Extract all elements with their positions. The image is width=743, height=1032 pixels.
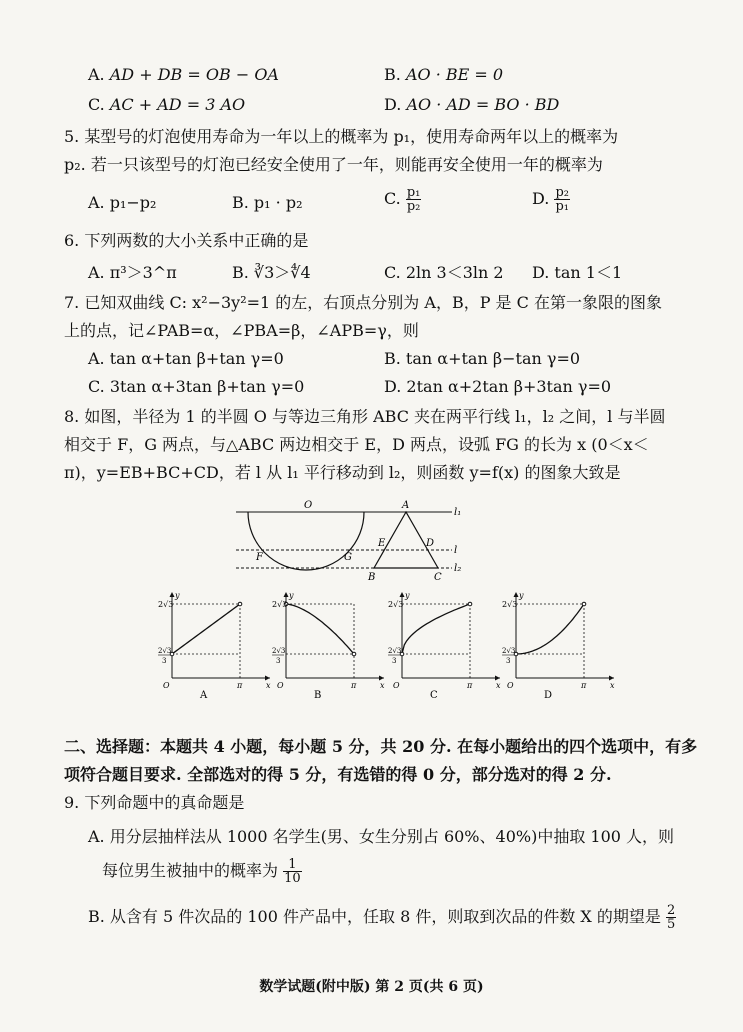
q5-option-d: D. $\frac{\text{p₂}}{\text{p₁}}$ [532, 185, 569, 214]
tick-label-mid-num: 2√3 [388, 647, 402, 655]
y-axis-label: y [519, 591, 524, 600]
q6-stem: 6. 下列两数的大小关系中正确的是 [64, 231, 309, 250]
q9-stem: 9. 下列命题中的真命题是 [64, 793, 245, 812]
x-axis-arrow [379, 676, 384, 681]
q8-line3: π)，y=EB+BC+CD，若 l 从 l₁ 平行移动到 l₂，则函数 y=f(x) 的图象大致是 [64, 463, 621, 482]
y-axis-label: y [405, 591, 410, 600]
q8-line1: 8. 如图，半径为 1 的半圆 O 与等边三角形 ABC 夹在两平行线 l₁，l₂ 之间，l 与半圆 [64, 407, 666, 426]
graph-caption: D [544, 690, 553, 700]
q7-option-a: A. tan α+tan β+tan γ=0 [88, 349, 284, 368]
q6-option-b: B. ∛3＞∜4 [232, 263, 311, 282]
y-axis-arrow [170, 592, 175, 597]
tick-label-mid-den: 3 [392, 657, 397, 665]
tick-label-mid-num: 2√3 [158, 647, 172, 655]
page-footer: 数学试题(附中版) 第 2 页(共 6 页) [259, 979, 484, 995]
q4-option-b-text: AO · BE = 0 [405, 65, 504, 84]
section2-line1: 二、选择题：本题共 4 小题，每小题 5 分，共 20 分. 在每小题给出的四个选项中，有多 [64, 737, 698, 756]
q5-option-a: A. p₁−p₂ [88, 193, 157, 212]
graph-caption: B [314, 690, 322, 700]
end-point [582, 602, 586, 606]
function-curve [402, 604, 470, 654]
function-curve [516, 604, 584, 654]
tick-label-top: 2√3 [158, 600, 174, 609]
tick-label-mid-den: 3 [162, 657, 167, 665]
label-l: l [454, 545, 458, 556]
origin-label: O [277, 681, 284, 690]
function-curve [172, 604, 240, 654]
q8-geometry-figure [236, 498, 472, 584]
label-l1: l₁ [454, 507, 462, 518]
pi-label: π [237, 681, 243, 690]
tick-label-top: 2√3 [388, 600, 404, 609]
q9-option-a-line2: 每位男生被抽中的概率为 $\frac{1}{10}$ [102, 857, 301, 886]
section2-line2: 项符合题目要求. 全部选对的得 5 分，有选错的得 0 分，部分选对的得 2 分. [64, 765, 612, 784]
q7-option-c: C. 3tan α+3tan β+tan γ=0 [88, 377, 305, 396]
q6-option-a: A. π³＞3^π [88, 263, 177, 282]
label-c: C [434, 572, 442, 583]
q6-option-c: C. 2ln 3＜3ln 2 [384, 263, 504, 282]
y-axis-label: y [175, 591, 180, 600]
pi-label: π [467, 681, 473, 690]
q5-option-b: B. p₁ · p₂ [232, 193, 303, 212]
q4-option-c-text: AC + AD = 3 AO [109, 95, 246, 114]
graph-c [386, 590, 506, 700]
x-axis-arrow [609, 676, 614, 681]
tick-label-mid-num: 2√3 [502, 647, 516, 655]
label-g: G [344, 552, 352, 563]
label-e: E [378, 538, 386, 549]
label-a: A [402, 500, 410, 511]
x-axis-label: x [266, 681, 271, 690]
graph-a [156, 590, 276, 700]
q9-option-b: B. 从含有 5 件次品的 100 件产品中，任取 8 件，则取到次品的件数 X 的期望是 $\frac{2}{5}$ [88, 903, 676, 932]
q4-option-b: B. AO · BE = 0 [384, 65, 504, 84]
x-axis-label: x [380, 681, 385, 690]
q4-option-d-text: AO · AD = BO · BD [406, 95, 560, 114]
q7-option-b: B. tan α+tan β−tan γ=0 [384, 349, 581, 368]
label-d: D [426, 538, 435, 549]
tick-label-top: 2√3 [272, 600, 288, 609]
q4-option-c: C. AC + AD = 3 AO [88, 95, 246, 114]
q5-option-c: C. $\frac{\text{p₁}}{\text{p₂}}$ [384, 185, 421, 214]
q5-line1: 5. 某型号的灯泡使用寿命为一年以上的概率为 p₁，使用寿命两年以上的概率为 [64, 127, 619, 146]
y-axis-arrow [284, 592, 289, 597]
graph-d [500, 590, 620, 700]
label-f: F [256, 552, 263, 563]
q4-option-a: A. AD + DB = OB − OA [88, 65, 279, 84]
end-point [238, 602, 242, 606]
q4-option-a-text: AD + DB = OB − OA [109, 65, 279, 84]
end-point [468, 602, 472, 606]
q4-option-d: D. AO · AD = BO · BD [384, 95, 560, 114]
pi-label: π [351, 681, 357, 690]
x-axis-label: x [496, 681, 501, 690]
q8-line2: 相交于 F，G 两点，与△ABC 两边相交于 E，D 两点，设弧 FG 的长为 x (0＜x＜ [64, 435, 649, 454]
tick-label-mid-den: 3 [506, 657, 511, 665]
y-axis-label: y [289, 591, 294, 600]
origin-label: O [163, 681, 170, 690]
graph-caption: A [200, 690, 208, 700]
y-axis-arrow [400, 592, 405, 597]
q6-option-d: D. tan 1＜1 [532, 263, 623, 282]
graph-caption: C [430, 690, 438, 700]
tick-label-top: 2√3 [502, 600, 518, 609]
origin-label: O [507, 681, 514, 690]
q9-option-a-line1: A. 用分层抽样法从 1000 名学生(男、女生分别占 60%、40%)中抽取 100 人，则 [88, 827, 675, 846]
pi-label: π [581, 681, 587, 690]
origin-label: O [393, 681, 400, 690]
q7-line1: 7. 已知双曲线 C: x²−3y²=1 的左，右顶点分别为 A，B，P 是 C 在第一象限的图象 [64, 293, 662, 312]
label-o: O [304, 500, 313, 511]
q7-option-d: D. 2tan α+2tan β+3tan γ=0 [384, 377, 612, 396]
y-axis-arrow [514, 592, 519, 597]
function-curve [286, 604, 354, 654]
tick-label-mid-den: 3 [276, 657, 281, 665]
tick-label-mid-num: 2√3 [272, 647, 286, 655]
label-l2: l₂ [454, 563, 462, 574]
end-point [352, 652, 356, 656]
graph-b [270, 590, 390, 700]
label-b: B [368, 572, 376, 583]
q7-line2: 上的点，记∠PAB=α，∠PBA=β，∠APB=γ，则 [64, 321, 419, 340]
x-axis-label: x [610, 681, 615, 690]
q5-line2: p₂. 若一只该型号的灯泡已经安全使用了一年，则能再安全使用一年的概率为 [64, 155, 603, 174]
